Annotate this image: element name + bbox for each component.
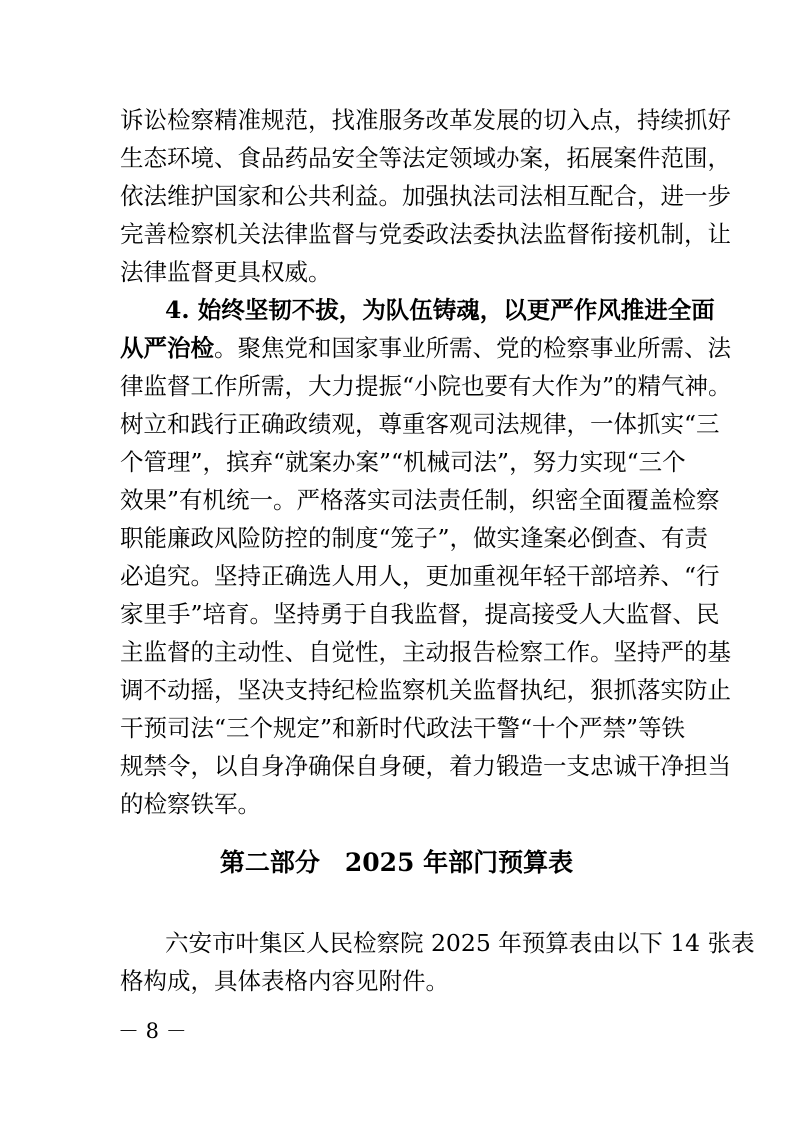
paragraph-2-line: 规禁令，以自身净确保自身硬，着力锻造一支忠诚干净担当 [120, 752, 731, 780]
paragraph-2-bold-title: 4. 始终坚韧不拔，为队伍铸魂，以更严作风推进全面 [165, 296, 715, 324]
paragraph-2-line [0, 292, 793, 328]
paragraph-2-line: 调不动摇，坚决支持纪检监察机关监督执纪，狠抓落实防止 [120, 676, 731, 704]
page-number: － 8 － [118, 1019, 187, 1043]
section-heading: 第二部分 2025 年部门预算表 [219, 848, 574, 877]
paragraph-2-line: 树立和践行正确政绩观，尊重客观司法规律，一体抓实“三 [120, 410, 720, 438]
paragraph-1-line: 依法维护国家和公共利益。加强执法司法相互配合，进一步 [120, 182, 731, 210]
paragraph-3-line: 格构成，具体表格内容见附件。 [120, 967, 449, 995]
paragraph-3-line: 六安市叶集区人民检察院 2025 年预算表由以下 14 张表 [165, 929, 755, 957]
paragraph-1-line: 诉讼检察精准规范，找准服务改革发展的切入点，持续抓好 [120, 106, 731, 134]
paragraph-2-line: 律监督工作所需，大力提振“小院也要有大作为”的精气神。 [120, 372, 732, 400]
paragraph-2-line: 必追究。坚持正确选人用人，更加重视年轻干部培养、“行 [120, 562, 720, 590]
paragraph-1-line: 法律监督更具权威。 [120, 258, 332, 286]
paragraph-2-line: 职能廉政风险防控的制度“笼子”，做实逢案必倒查、有责 [120, 524, 709, 552]
paragraph-2-line: 的检察铁军。 [120, 790, 261, 818]
paragraph-2-line: 主监督的主动性、自觉性，主动报告检察工作。坚持严的基 [120, 638, 731, 666]
paragraph-2-line: 干预司法“三个规定”和新时代政法干警“十个严禁”等铁 [120, 714, 686, 742]
paragraph-1-line: 生态环境、食品药品安全等法定领域办案，拓展案件范围， [120, 144, 731, 172]
paragraph-2-line: 效果”有机统一。严格落实司法责任制，织密全面覆盖检察 [120, 486, 720, 514]
paragraph-2-line: 从严治检。聚焦党和国家事业所需、党的检察事业所需、法 [0, 330, 793, 366]
paragraph-2-line: 个管理”，摈弃“就案办案”“机械司法”，努力实现“三个 [120, 448, 686, 476]
paragraph-2-line: 家里手”培育。坚持勇于自我监督，提高接受人大监督、民 [120, 600, 720, 628]
paragraph-1-line: 完善检察机关法律监督与党委政法委执法监督衔接机制，让 [120, 220, 731, 248]
paragraph-2-bold-title-end: 从严治检 [120, 334, 214, 362]
